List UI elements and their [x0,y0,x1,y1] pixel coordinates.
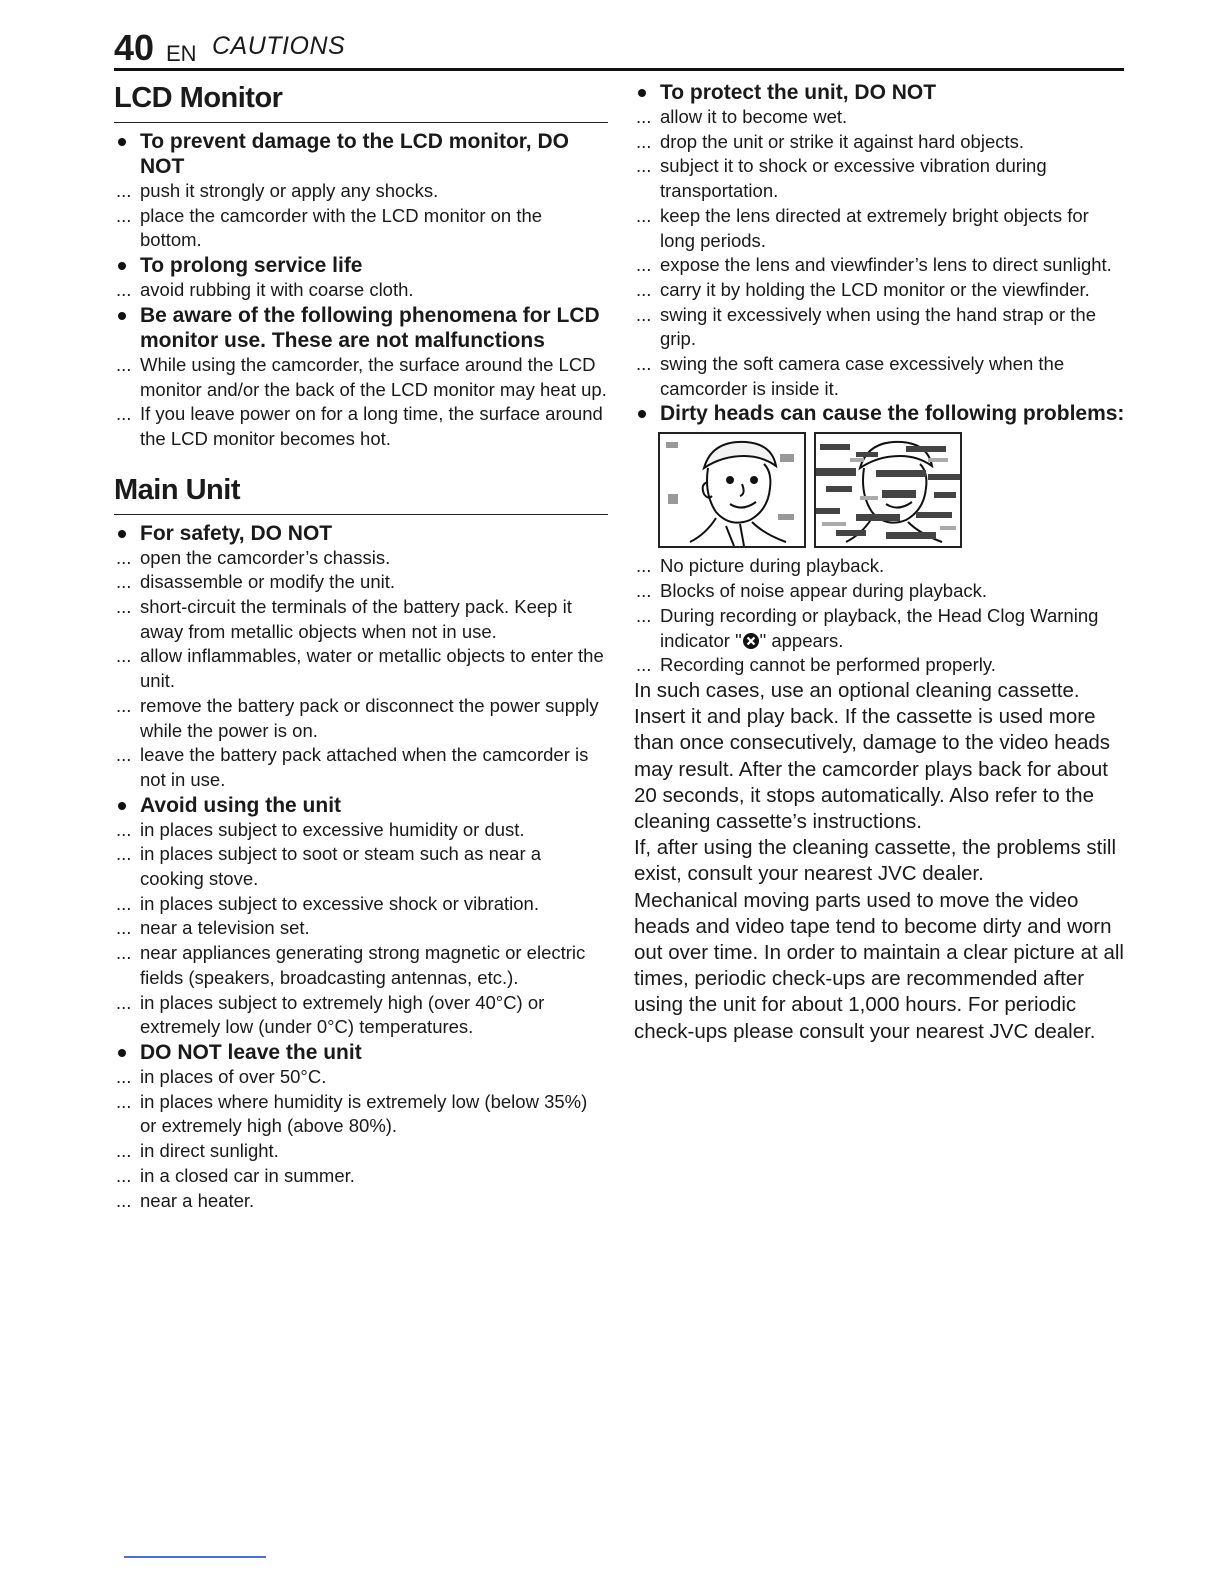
bullet-heading: For safety, DO NOT [114,521,608,546]
list-item: ... push it strongly or apply any shocks. [116,180,439,201]
bullet-heading: To prevent damage to the LCD monitor, DO NOT [114,129,608,179]
language-label: EN [166,41,197,66]
list-item: ... in a closed car in summer. [116,1164,355,1186]
footer-divider [124,1556,266,1558]
list-item: ... Recording cannot be performed properly. [636,654,996,676]
bullet-heading: To protect the unit, DO NOT [634,80,1126,105]
list-item: ... disassemble or modify the unit. [116,571,396,593]
bullet-icon [118,530,126,538]
main-unit-title: Main Unit [114,472,608,515]
bullet-icon [118,262,126,270]
bullet-icon [118,802,126,810]
list-item: ... in places subject to soot or steam such as near a cooking stove. [116,843,542,890]
clean-picture-illustration [658,432,806,548]
list-item: ... allow it to become wet. [636,106,848,127]
list-item: ... keep the lens directed at extremely bright objects for long periods. [636,204,1089,251]
list-item: ... subject it to shock or excessive vibration during transportation. [636,155,1047,202]
bullet-heading: To prolong service life [114,253,608,278]
noisy-picture-illustration [814,432,962,548]
bullet-icon [638,410,646,418]
list-item: ... Blocks of noise appear during playback. [636,580,988,602]
head-clog-warning-icon [742,632,760,650]
body-paragraph: If, after using the cleaning cassette, the problems still exist, consult your nearest JVC dealer. [634,836,1117,886]
list-item: ... in places subject to excessive shock or vibration. [116,892,539,914]
list-item: ... swing it excessively when using the hand strap or the grip. [636,303,1097,350]
list-item: ... remove the battery pack or disconnect the power supply while the power is on. [116,694,599,741]
list-item: ... in places where humidity is extremely low (below 35%) or extremely high (above 80%). [116,1090,588,1137]
list-item: ... expose the lens and viewfinder’s lens to direct sunlight. [636,254,1112,276]
bullet-icon [118,1049,126,1057]
page-header [114,28,1124,71]
list-item: ... No picture during playback. [636,555,885,577]
bullet-heading: Avoid using the unit [114,793,608,818]
noise-illustration-icon [816,434,960,546]
list-item: ... in places of over 50°C. [116,1065,327,1087]
bullet-heading: Be aware of the following phenomena for LCD monitor use. These are not malfunctions [114,303,608,353]
left-column [114,80,608,1213]
list-item: ... near appliances generating strong magnetic or electric fields (speakers, broadcasting antennas, etc.). [116,942,586,988]
list-item: ... in places subject to excessive humidity or dust. [116,818,525,840]
list-item: ... short-circuit the terminals of the battery pack. Keep it away from metallic objects when not in use. [116,596,572,642]
list-item: ... drop the unit or strike it against hard objects. [636,130,1025,152]
bullet-icon [638,89,646,97]
face-illustration-icon [660,434,804,546]
list-item: ... place the camcorder with the LCD monitor on the bottom. [116,204,543,251]
illustration-row [658,432,1126,548]
list-item: ... in places subject to extremely high (over 40°C) or extremely low (under 0°C) temperatures. [116,991,545,1038]
right-column [634,80,1126,1045]
bullet-heading: DO NOT leave the unit [114,1040,608,1065]
bullet-icon [118,312,126,320]
page-number: 40 [114,27,155,68]
list-item: ... in direct sunlight. [116,1140,279,1162]
body-paragraph: In such cases, use an optional cleaning cassette. Insert it and play back. If the cassette is used more than once consecutively, damage to the video heads may result. After the camcorder plays back for about 20 seconds, it stops automatically. Also refer to the cleaning cassette’s instructions. [634,678,1110,833]
section-label: CAUTIONS [212,32,346,60]
list-item: ... allow inflammables, water or metallic objects to enter the unit. [116,645,604,692]
lcd-monitor-title: LCD Monitor [114,80,608,123]
list-item: ... swing the soft camera case excessively when the camcorder is inside it. [636,353,1065,399]
list-item: ... During recording or playback, the Head Clog Warning indicator " " appears. [636,604,1099,651]
list-item: ... near a television set. [116,917,310,939]
list-item: ... avoid rubbing it with coarse cloth. [116,279,414,301]
list-item: ... near a heater. [116,1189,255,1211]
bullet-icon [118,138,126,146]
list-item: ... leave the battery pack attached when the camcorder is not in use. [116,744,589,790]
list-item: ... open the camcorder’s chassis. [116,546,391,568]
list-item: ... carry it by holding the LCD monitor or the viewfinder. [636,278,1090,300]
body-paragraph: Mechanical moving parts used to move the video heads and video tape tend to become dirty and worn out over time. In order to maintain a clear picture at all times, periodic check-ups are recommended after using the unit for about 1,000 hours. For periodic check-ups please consult your nearest JVC dealer. [634,888,1124,1043]
list-item: ... While using the camcorder, the surface around the LCD monitor and/or the back of the LCD monitor may heat up. [116,353,607,400]
bullet-heading: Dirty heads can cause the following problems: [634,401,1126,426]
list-item: ... If you leave power on for a long time, the surface around the LCD monitor becomes hot. [116,403,603,449]
